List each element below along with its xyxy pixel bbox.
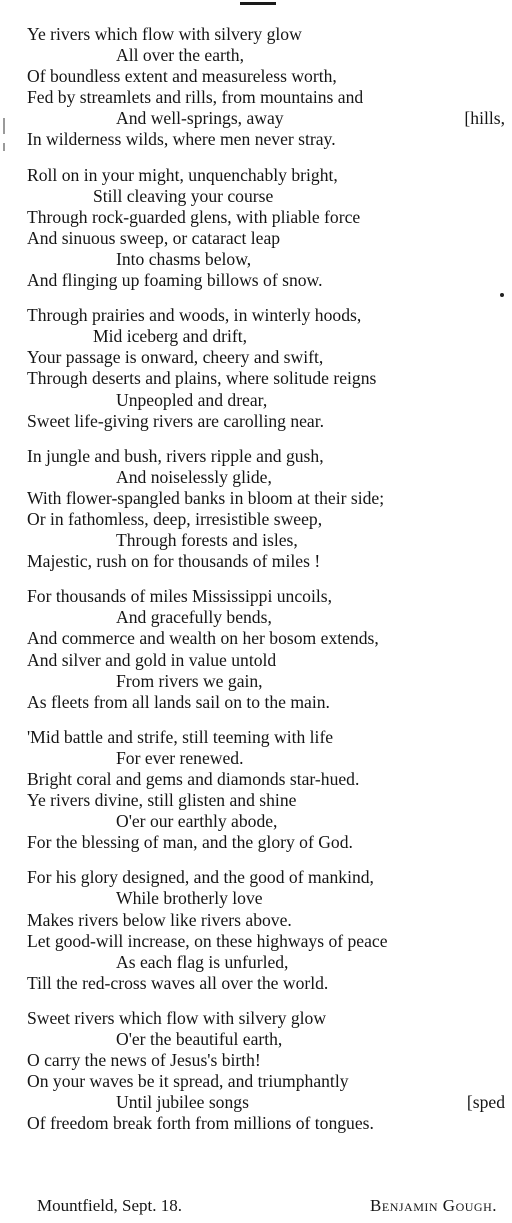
poem-line-text: O'er the beautiful earth,: [116, 1029, 283, 1050]
poem-line: [27, 45, 505, 66]
poem-line-text: Roll on in your might, unquenchably bright,: [27, 164, 338, 185]
poem-line-text: And silver and gold in value untold: [27, 649, 277, 670]
poem-line-text: Your passage is onward, cheery and swift,: [27, 347, 324, 368]
poem-line: [27, 1008, 505, 1029]
poem-line: [27, 108, 505, 129]
poem-line: [27, 488, 505, 509]
poem-line: [27, 748, 505, 769]
poem-line: [27, 790, 505, 811]
author-name: Benjamin Gough.: [370, 1196, 497, 1215]
poem-line-text: Fed by streamlets and rills, from mountains and: [27, 87, 364, 108]
poem-line-text: While brotherly love: [116, 888, 263, 909]
poem-line-text: And well-springs, away: [116, 108, 284, 129]
stanza: [27, 165, 505, 292]
poem-line: [27, 973, 505, 994]
poem-line-text: With flower-spangled banks in bloom at their side;: [27, 487, 385, 508]
poem-line-text: And flinging up foaming billows of snow.: [27, 270, 323, 291]
poem-line: [27, 867, 505, 888]
poem-line-text: Unpeopled and drear,: [116, 389, 268, 410]
poem-line: [27, 551, 505, 572]
poem-line-text: Majestic, rush on for thousands of miles !: [27, 551, 321, 572]
poem-line-text: Till the red-cross waves all over the world.: [27, 972, 329, 993]
stanza: [27, 867, 505, 994]
poem-line: [27, 249, 505, 270]
poem-line: [27, 910, 505, 931]
poem-line-text: Of freedom break forth from millions of tongues.: [27, 1113, 374, 1134]
poem-line: [27, 24, 505, 45]
poem-line-text: And commerce and wealth on her bosom extends,: [27, 628, 379, 649]
poem-line: [27, 628, 505, 649]
poem-line-text: Sweet life-giving rivers are carolling near.: [27, 410, 325, 431]
poem-line: [27, 1071, 505, 1092]
poem-line: [27, 270, 505, 291]
poem-line: [27, 607, 505, 628]
stanza: [27, 586, 505, 713]
poem-line: [27, 207, 505, 228]
poem-line: [27, 305, 505, 326]
poem-line-text: For ever renewed.: [116, 747, 244, 768]
poem-line: [27, 87, 505, 108]
poem-line-text: Through deserts and plains, where solitude reigns: [27, 368, 377, 389]
poem-line: [27, 509, 505, 530]
margin-mark: [3, 143, 5, 151]
stanza: [27, 24, 505, 151]
poem-line-text: O carry the news of Jesus's birth!: [27, 1050, 261, 1071]
stanza: [27, 446, 505, 573]
margin-mark: [3, 118, 5, 134]
stanza: [27, 1008, 505, 1135]
poem-line: [27, 66, 505, 87]
poem-line: [27, 228, 505, 249]
poem-line-text: And noiselessly glide,: [116, 466, 272, 487]
poem-line: [27, 129, 505, 150]
poem-line: [27, 1092, 505, 1113]
stanza: [27, 305, 505, 432]
poem-line: [27, 1113, 505, 1134]
top-rule: [240, 2, 276, 5]
poem-line-text: All over the earth,: [116, 45, 244, 66]
poem-line-text: Makes rivers below like rivers above.: [27, 909, 292, 930]
poem-line-text: Mid iceberg and drift,: [93, 326, 248, 347]
poem-line-text: 'Mid battle and strife, still teeming with life: [27, 726, 334, 747]
poem-line: [27, 692, 505, 713]
poem-line-text: In wilderness wilds, where men never stray.: [27, 129, 336, 150]
poem-line-text: O'er our earthly abode,: [116, 811, 278, 832]
poem-line-text: For the blessing of man, and the glory of God.: [27, 832, 353, 853]
poem-line-text: Ye rivers divine, still glisten and shine: [27, 790, 297, 811]
poem-line-text: Of boundless extent and measureless worth,: [27, 66, 337, 87]
poem-line: [27, 326, 505, 347]
poem-line-text: As fleets from all lands sail on to the main.: [27, 691, 330, 712]
poem-line: [27, 952, 505, 973]
carried-over-word: [hills,: [464, 108, 505, 129]
poem-line: [27, 811, 505, 832]
place-date: Mountfield, Sept. 18.: [37, 1196, 182, 1215]
poem-line: [27, 446, 505, 467]
poem-line: [27, 165, 505, 186]
poem-line: [27, 1029, 505, 1050]
poem-line: [27, 1050, 505, 1071]
poem-line: [27, 586, 505, 607]
poem-line-text: For thousands of miles Mississippi uncoils,: [27, 586, 332, 607]
stanza: [27, 727, 505, 854]
poem-body: [27, 24, 505, 1149]
poem-line: [27, 186, 505, 207]
poem-line: [27, 530, 505, 551]
poem-line-text: As each flag is unfurled,: [116, 951, 289, 972]
poem-line-text: Through prairies and woods, in winterly hoods,: [27, 305, 362, 326]
poem-line-text: Let good-will increase, on these highways of peace: [27, 930, 388, 951]
poem-line: [27, 727, 505, 748]
poem-line: [27, 368, 505, 389]
poem-line-text: Ye rivers which flow with silvery glow: [27, 24, 302, 44]
poem-line: [27, 671, 505, 692]
poem-line-text: On your waves be it spread, and triumphantly: [27, 1071, 349, 1092]
poem-line-text: From rivers we gain,: [116, 670, 263, 691]
poem-line: [27, 650, 505, 671]
poem-line: [27, 931, 505, 952]
poem-line: [27, 467, 505, 488]
poem-line-text: For his glory designed, and the good of mankind,: [27, 867, 374, 888]
poem-line: [27, 888, 505, 909]
poem-line-text: And gracefully bends,: [116, 607, 272, 628]
poem-line-text: Through forests and isles,: [116, 530, 298, 551]
poem-line-text: And sinuous sweep, or cataract leap: [27, 227, 281, 248]
poem-line-text: Sweet rivers which flow with silvery glow: [27, 1007, 327, 1028]
poem-line: [27, 832, 505, 853]
poem-line-text: Until jubilee songs: [116, 1092, 249, 1113]
carried-over-word: [sped: [466, 1092, 505, 1113]
poem-line: [27, 411, 505, 432]
poem-line-text: Or in fathomless, deep, irresistible sweep,: [27, 508, 323, 529]
poem-line-text: Bright coral and gems and diamonds star-hued.: [27, 769, 360, 789]
poem-line-text: In jungle and bush, rivers ripple and gush,: [27, 445, 324, 466]
poem-line-text: Through rock-guarded glens, with pliable force: [27, 206, 361, 227]
poem-line: [27, 347, 505, 368]
poem-line-text: Still cleaving your course: [93, 185, 274, 206]
poem-line: [27, 769, 505, 790]
poem-line-text: Into chasms below,: [116, 248, 252, 269]
poem-line: [27, 390, 505, 411]
